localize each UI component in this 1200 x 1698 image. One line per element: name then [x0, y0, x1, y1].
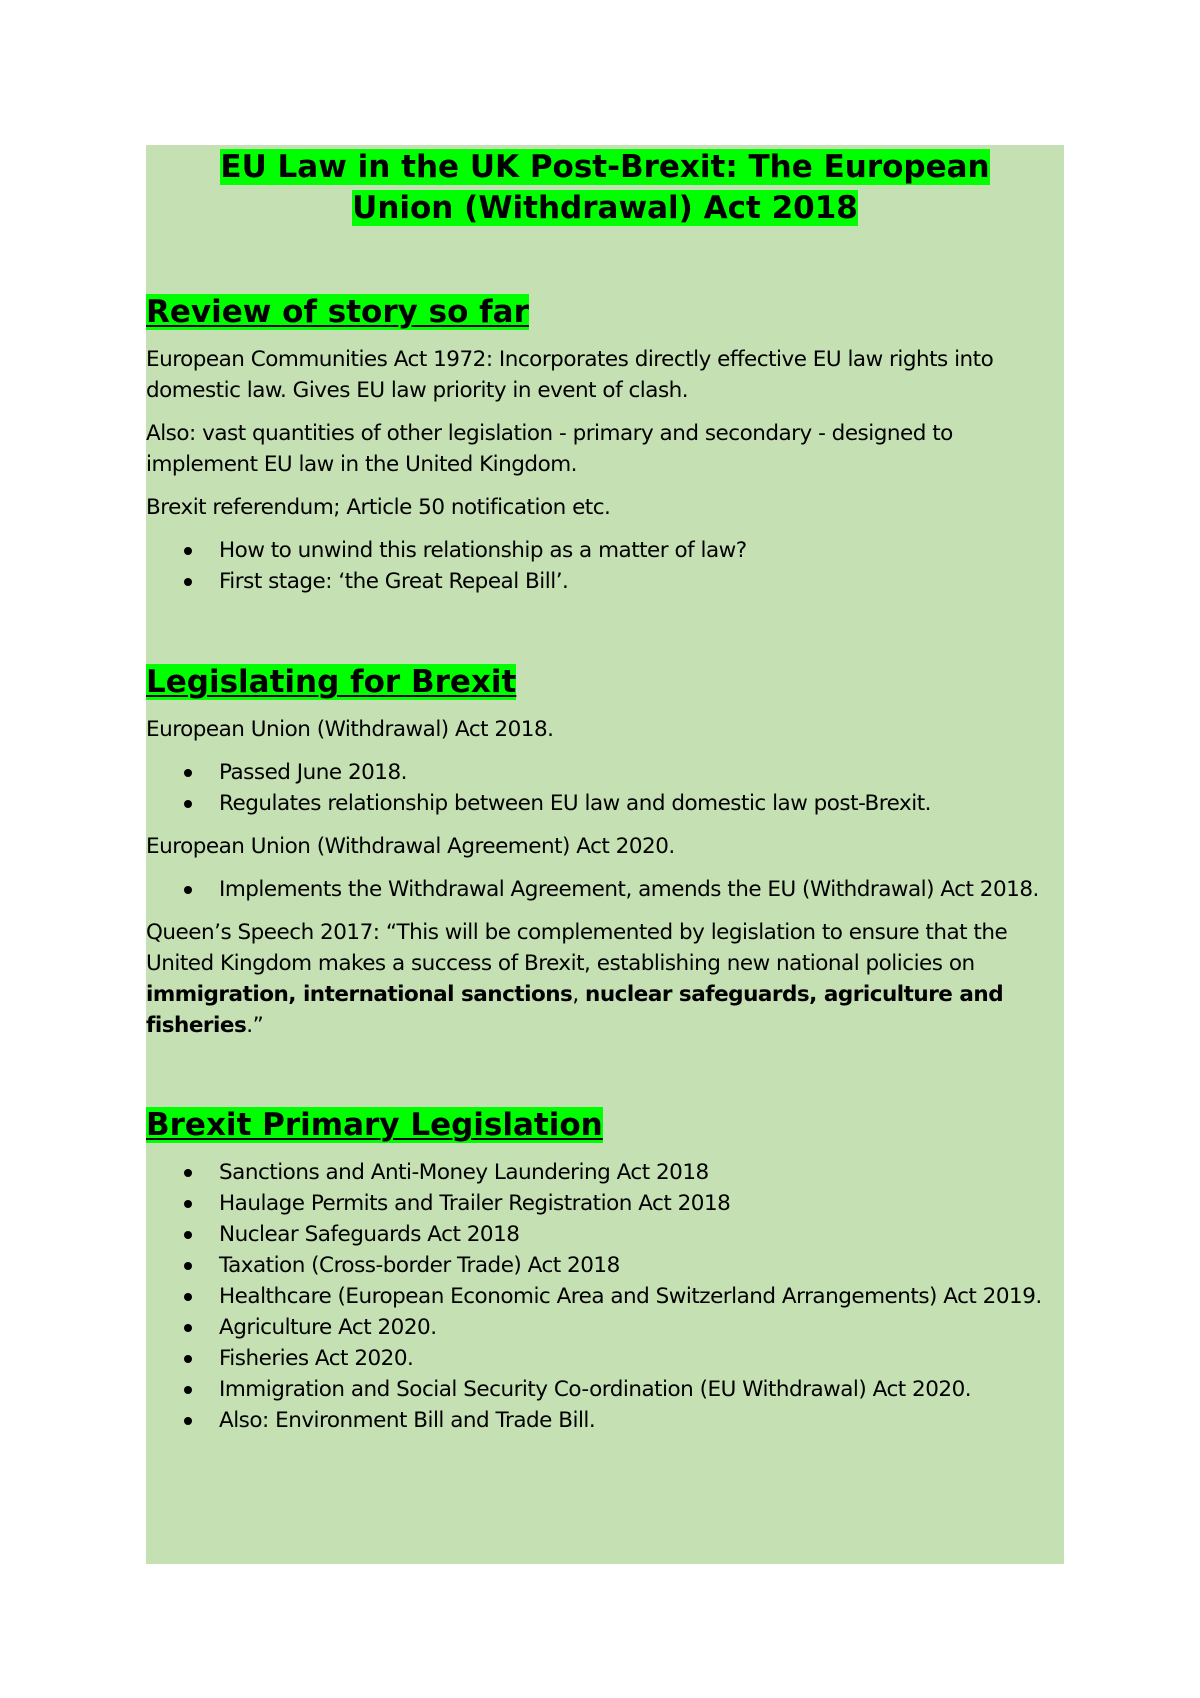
paragraph-referendum: Brexit referendum; Article 50 notification etc.	[146, 495, 611, 520]
primary-legislation-bullet-list	[146, 1157, 1064, 1436]
list-item: Also: Environment Bill and Trade Bill.	[146, 1405, 1064, 1436]
list-item: Passed June 2018.	[146, 757, 1064, 788]
list-item: Agriculture Act 2020.	[146, 1312, 1064, 1343]
list-item: Sanctions and Anti-Money Laundering Act 2018	[146, 1157, 1064, 1188]
list-item: Healthcare (European Economic Area and Switzerland Arrangements) Act 2019.	[146, 1281, 1064, 1312]
paragraph-withdrawal-agreement-act: European Union (Withdrawal Agreement) Act 2020.	[146, 834, 675, 859]
document-panel	[146, 145, 1064, 1564]
list-item: Fisheries Act 2020.	[146, 1343, 1064, 1374]
title-line-1: EU Law in the UK Post-Brexit: The European	[220, 149, 990, 185]
list-item: Nuclear Safeguards Act 2018	[146, 1219, 1064, 1250]
list-item: Implements the Withdrawal Agreement, amends the EU (Withdrawal) Act 2018.	[146, 874, 1064, 905]
paragraph-other-legislation: Also: vast quantities of other legislation - primary and secondary - designed to implement EU law in the United Kingdom.	[146, 421, 953, 477]
paragraph-withdrawal-act: European Union (Withdrawal) Act 2018.	[146, 717, 554, 742]
withdrawal-agreement-bullet-list	[146, 874, 1064, 905]
list-item: First stage: ‘the Great Repeal Bill’.	[146, 566, 1064, 597]
review-bullet-list	[146, 535, 1064, 597]
paragraph-ec-act: European Communities Act 1972: Incorporates directly effective EU law rights into domestic law. Gives EU law priority in event of clash.	[146, 347, 994, 403]
section-heading-primary-legislation: Brexit Primary Legislation	[146, 1107, 603, 1143]
list-item: Regulates relationship between EU law and domestic law post-Brexit.	[146, 788, 1064, 819]
queens-speech-quote: Queen’s Speech 2017: “This will be complemented by legislation to ensure that the United Kingdom makes a success of Brexit, establishing new national policies on immigration, international sanctions, nuclear safeguards, agriculture and fisheries.”	[146, 920, 1008, 1038]
list-item: Haulage Permits and Trailer Registration Act 2018	[146, 1188, 1064, 1219]
document-title	[146, 147, 1064, 229]
list-item: Taxation (Cross-border Trade) Act 2018	[146, 1250, 1064, 1281]
title-line-2: Union (Withdrawal) Act 2018	[352, 190, 858, 226]
list-item: How to unwind this relationship as a matter of law?	[146, 535, 1064, 566]
section-heading-review: Review of story so far	[146, 294, 529, 330]
withdrawal-act-bullet-list	[146, 757, 1064, 819]
section-heading-legislating: Legislating for Brexit	[146, 664, 517, 700]
list-item: Immigration and Social Security Co-ordination (EU Withdrawal) Act 2020.	[146, 1374, 1064, 1405]
